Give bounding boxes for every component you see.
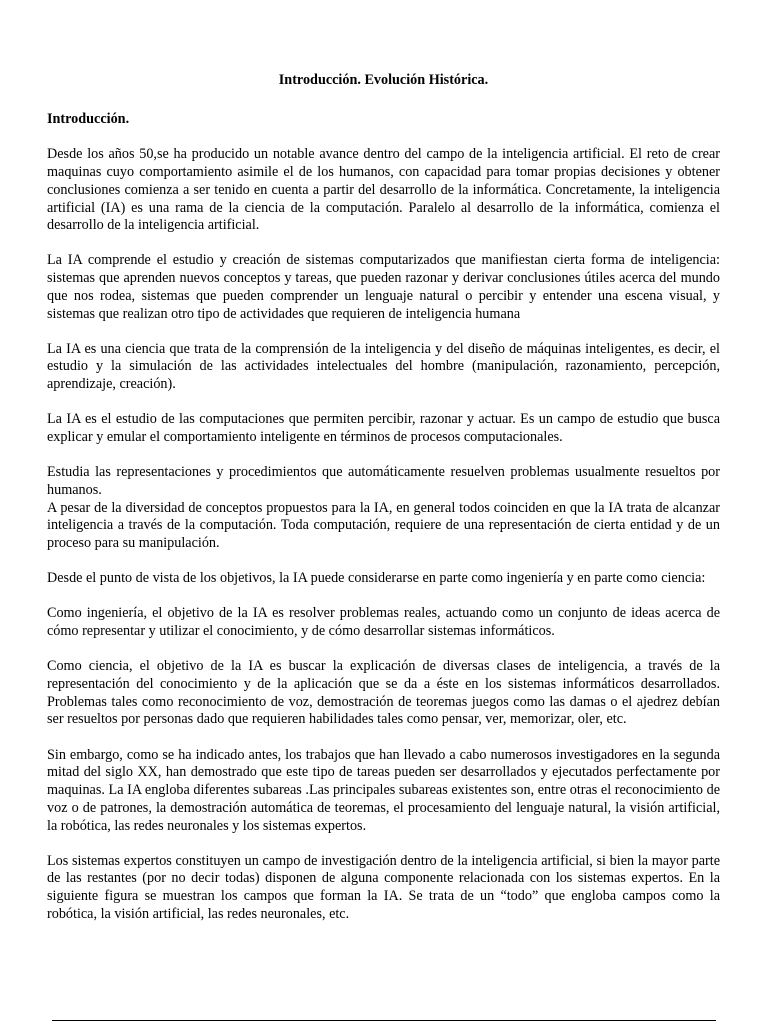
paragraph-2: La IA comprende el estudio y creación de sistemas computarizados que manifiestan cierta forma de inteligencia: sistemas que aprenden nuevos conceptos y tareas, que pueden razonar y derivar conclusiones útiles acerca del mundo que nos rodea, sistemas que pueden comprender un lenguaje natural o percibir y entender una escena visual, y sistemas que realizan otro tipo de actividades que requieren de inteligencia humana	[47, 252, 720, 322]
paragraph-9: Como ciencia, el objetivo de la IA es buscar la explicación de diversas clases de inteligencia, a través de la representación del conocimiento y de la aplicación que se da a éste en los sistemas informáticos desarrollados. Problemas tales como reconocimiento de voz, demostración de teoremas juegos como las damas o el ajedrez debían ser resueltos por personas dado que requieren habilidades tales como pensar, ver, memorizar, oler, etc.	[47, 658, 720, 728]
paragraph-4: La IA es el estudio de las computaciones que permiten percibir, razonar y actuar. Es un campo de estudio que busca explicar y emular el comportamiento inteligente en términos de procesos computacionales.	[47, 411, 720, 446]
document-page	[47, 72, 720, 941]
paragraph-7: Desde el punto de vista de los objetivos, la IA puede considerarse en parte como ingeniería y en parte como ciencia:	[47, 570, 706, 587]
page-bottom-rule	[52, 1020, 716, 1021]
paragraph-8: Como ingeniería, el objetivo de la IA es resolver problemas reales, actuando como un conjunto de ideas acerca de cómo representar y utilizar el conocimiento, y de cómo desarrollar sistemas informáticos.	[47, 605, 720, 640]
paragraph-6: A pesar de la diversidad de conceptos propuestos para la IA, en general todos coinciden en que la IA trata de alcanzar inteligencia a través de la computación. Toda computación, requiere de una representación de cierta entidad y de un proceso para su manipulación.	[47, 499, 720, 552]
paragraph-11: Los sistemas expertos constituyen un campo de investigación dentro de la inteligencia artificial, si bien la mayor parte de las restantes (por no decir todas) disponen de alguna componente relacionada con los sistemas expertos. En la siguiente figura se muestran los campos que forman la IA. Se trata de un “todo” que engloba campos como la robótica, la visión artificial, las redes neuronales, etc.	[47, 852, 720, 922]
paragraph-5: Estudia las representaciones y procedimientos que automáticamente resuelven problemas usualmente resueltos por humanos.	[47, 464, 720, 498]
section-heading: Introducción.	[47, 110, 130, 127]
paragraph-1: Desde los años 50,se ha producido un notable avance dentro del campo de la inteligencia artificial. El reto de crear maquinas cuyo comportamiento asimile el de los humanos, con capacidad para tomar propias decisiones y obtener conclusiones comienza a ser tenido en cuenta a partir del desarrollo de la informática. Concretamente, la inteligencia artificial (IA) es una rama de la ciencia de la computación. Paralelo al desarrollo de la informática, comienza el desarrollo de la inteligencia artificial.	[47, 146, 720, 234]
document-title: Introducción. Evolución Histórica.	[278, 72, 489, 88]
paragraph-3: La IA es una ciencia que trata de la comprensión de la inteligencia y del diseño de máquinas inteligentes, es decir, el estudio y la simulación de las actividades intelectuales del hombre (manipulación, razonamiento, percepción, aprendizaje, creación).	[47, 340, 720, 393]
paragraph-10: Sin embargo, como se ha indicado antes, los trabajos que han llevado a cabo numerosos investigadores en la segunda mitad del siglo XX, han demostrado que este tipo de tareas pueden ser desarrollados y ejecutados perfectamente por maquinas. La IA engloba diferentes subareas .Las principales subareas existentes son, entre otras el reconocimiento de voz o de patrones, la demostración automática de teoremas, el procesamiento del lenguaje natural, la visión artificial, la robótica, las redes neuronales y los sistemas expertos.	[47, 746, 720, 834]
